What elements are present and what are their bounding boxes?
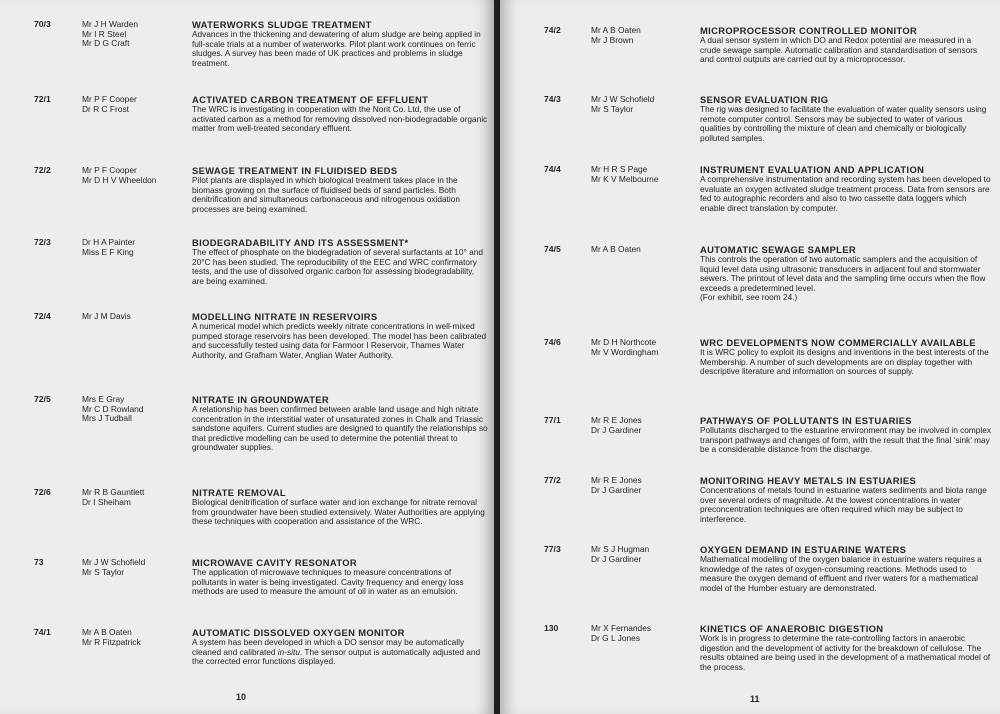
exhibit-authors [591,416,701,435]
author-name: Mr C D Rowland [82,403,144,414]
exhibit-content [192,488,488,527]
exhibit-content [700,338,992,377]
exhibit-content [192,558,488,597]
exhibit-authors [591,95,701,114]
page-number: 10 [236,692,247,702]
exhibit-content [192,166,488,214]
description-italic-text: in-situ [277,646,300,657]
author-name: Mr R E Jones [591,415,642,425]
exhibit-content [700,26,992,65]
author-name: Mr D H Northcote [591,337,657,347]
exhibit-code: 74/2 [544,25,561,35]
exhibit-authors [82,238,192,257]
exhibit-content [700,476,992,524]
exhibit-code: 74/5 [544,244,561,254]
exhibit-description: Biological denitrification of surface water and ion exchange for nitrate removal from groundwater have been studied extensively. Water Authorities are applying these techniques with cooperation and assistance of the WRC. [192,497,485,527]
exhibit-title: WATERWORKS SLUDGE TREATMENT [192,19,372,30]
exhibit-content [192,312,488,360]
exhibit-authors [82,628,192,647]
exhibit-title: MICROPROCESSOR CONTROLLED MONITOR [700,25,918,36]
exhibit-authors [82,395,192,424]
exhibit-description: Pollutants discharged to the estuarine environment may be involved in complex transport pathways and changes of form, with the result that the final ‘sink’ may be a considerable distance from the discharge. [700,425,992,455]
left-page [0,0,494,714]
exhibit-code: 74/6 [544,337,561,347]
exhibit-title: SENSOR EVALUATION RIG [700,94,829,105]
exhibit-title: BIODEGRADABILITY AND ITS ASSESSMENT* [192,237,409,248]
exhibit-description: Advances in the thickening and dewatering of alum sludge are being applied in full-scale trials at a number of waterworks. Pilot plant work continues on ferric sludges. A survey has been made of UK practices and problems in sludge treatment. [192,29,481,68]
exhibit-title: NITRATE REMOVAL [192,487,286,498]
exhibit-authors [591,545,701,564]
exhibit-content [192,395,488,453]
exhibit-content [192,95,488,134]
author-name: Dr J Gardiner [591,484,642,495]
exhibit-authors [591,26,701,45]
exhibit-description: The effect of phosphate on the biodegradation of several surfactants at 10° and 20°C has been studied. The reproducibility of the EEC and WRC confirmatory tests, and the use of dissolved organic carbon for assessing biodegradability, are being examined. [192,247,483,286]
author-name: Mr A B Oaten [82,627,132,637]
exhibit-description [192,638,488,667]
exhibit-code: 74/4 [544,164,561,174]
author-name: Dr J Gardiner [591,553,642,564]
exhibit-content [192,628,488,667]
exhibit-description: Pilot plants are displayed in which biological treatment takes place in the biomass growing on the surface of fluidised beds of sand particles. Both denitrification and simultaneous carbonaceous and nitrogenous oxidation processes are being examined. [192,175,460,214]
author-name: Mr J W Schofield [591,94,655,104]
exhibit-authors [591,165,701,184]
author-name: Mr S Taylor [82,566,125,577]
exhibit-code: 73 [34,557,44,567]
exhibit-description: A numerical model which predicts weekly nitrate concentrations in well-mixed pumped storage reservoirs has been developed. The model has been calibrated and successfully tested using data for Farmoor I Reservoir, Thames Water Authority, and Grafham Water, Anglian Water Authority. [192,321,487,360]
author-name: Mr R E Jones [591,475,642,485]
author-name: Mr R Fitzpatrick [82,636,141,647]
author-name: Mr X Fernandes [591,623,652,633]
description-text: A system has been developed in which a DO sensor may be automatically cleaned and calibrated [192,637,465,657]
exhibit-title: WRC DEVELOPMENTS NOW COMMERCIALLY AVAILABLE [700,337,976,348]
exhibit-title: AUTOMATIC DISSOLVED OXYGEN MONITOR [192,627,405,638]
exhibit-content [700,416,992,455]
exhibit-title: AUTOMATIC SEWAGE SAMPLER [700,244,856,255]
author-name: Mr D H V Wheeldon [82,174,157,185]
exhibit-description: Mathematical modelling of the oxygen balance in estuarine waters requires a knowledge of the rates of oxygen-consuming reactions. Methods used to measure the oxygen demand of effluent and river waters for a mathematical model of the Humber estuary are demonstrated. [700,554,982,593]
exhibit-content [700,245,992,303]
exhibit-authors [82,95,192,114]
author-name: Mr R B Gauntlett [82,487,145,497]
author-name: Dr J Gardiner [591,424,642,435]
exhibit-content [700,95,992,143]
exhibit-code: 74/3 [544,94,561,104]
exhibit-code: 72/5 [34,394,51,404]
author-name: Mr I R Steel [82,28,127,39]
exhibit-content [700,624,992,672]
exhibit-room-note: (For exhibit, see room 24.) [700,292,798,303]
author-name: Mr J M Davis [82,311,131,321]
exhibit-authors [591,245,701,255]
exhibit-title: MONITORING HEAVY METALS IN ESTUARIES [700,475,917,486]
exhibit-code: 77/3 [544,544,561,554]
exhibit-authors [82,558,192,577]
author-name: Mr P F Cooper [82,94,137,104]
page-number: 11 [750,694,760,704]
exhibit-description: Work is in progress to determine the rate-controlling factors in anaerobic digestion and the development of activity for the breakdown of cellulose. The results obtained are being used in the development of a mathematical model of the process. [700,633,991,672]
author-name: Mr K V Melbourne [591,173,659,184]
exhibit-title: INSTRUMENT EVALUATION AND APPLICATION [700,164,925,175]
author-name: Mr J H Warden [82,19,138,29]
exhibit-authors [591,624,701,643]
author-name: Mr J W Schofield [82,557,146,567]
exhibit-code: 72/6 [34,487,51,497]
exhibit-description: The rig was designed to facilitate the evaluation of water quality sensors using remote computer control. Sensors may be subjected to water of various qualities by controlling the mixture of clean and chemically or biologically polluted samples. [700,104,987,143]
exhibit-title: KINETICS OF ANAEROBIC DIGESTION [700,623,884,634]
exhibit-authors [82,20,192,49]
exhibit-code: 72/2 [34,165,51,175]
exhibit-authors [82,488,192,507]
exhibit-content [700,165,992,213]
author-name: Dr R C Frost [82,103,129,114]
exhibit-authors [82,166,192,185]
exhibit-description: This controls the operation of two automatic samplers and the acquisition of liquid level data using ultrasonic transducers in adjacent foul and stormwater sewers. The printout of level data and the sampling time occurs when the flow exceeds a predetermined level. [700,254,986,293]
exhibit-content [700,545,992,593]
exhibit-description: A comprehensive instrumentation and recording system has been developed to evaluate an oxygen activated sludge treatment process. Data from sensors are fed to autographic recorders and also to two cassette data loggers which enable direct translation by computer. [700,174,991,213]
exhibit-description: The application of microwave techniques to measure concentrations of pollutants in water is being investigated. Cavity frequency and energy loss methods are used to measure the amount of oil in water as an emulsion. [192,567,464,597]
author-name: Dr I Sheiham [82,496,131,507]
exhibit-description: A dual sensor system in which DO and Redox potential are measured in a crude sewage sample. Automatic calibration and standardisation of sensors and control outputs are carried out by a microprocessor. [700,35,978,65]
exhibit-title: PATHWAYS OF POLLUTANTS IN ESTUARIES [700,415,912,426]
exhibit-content [192,20,488,68]
exhibit-code: 130 [544,623,559,633]
exhibit-code: 77/1 [544,415,561,425]
exhibit-title: NITRATE IN GROUNDWATER [192,394,330,405]
author-name: Dr H A Painter [82,237,136,247]
author-name: Mr J Brown [591,34,634,45]
exhibit-title: SEWAGE TREATMENT IN FLUIDISED BEDS [192,165,398,176]
description-text: . The sensor output is automatically adjusted and the corrected error functions displayed. [192,646,481,667]
exhibit-description: It is WRC policy to exploit its designs and inventions in the best interests of the Membership. A number of such developments are on display together with descriptive literature and information on sources of supply. [700,347,989,377]
author-name: Miss E F King [82,246,134,257]
exhibit-code: 70/3 [34,19,51,29]
exhibit-authors [82,312,192,322]
author-name: Mr S J Hugman [591,544,650,554]
exhibit-description: The WRC is investigating in cooperation with the Norit Co. Ltd, the use of activated carbon as a method for removing dissolved non-biodegradable organic matter from well-treated secondary effluent. [192,104,488,134]
author-name: Mr V Wordingham [591,346,659,357]
exhibit-description: Concentrations of metals found in estuarine waters sediments and biota range over several orders of magnitude. At the lowest concentrations in water preconcentration techniques are often required which may be subject to interference. [700,485,987,524]
author-name: Mr H R S Page [591,164,648,174]
exhibit-content [192,238,488,286]
exhibit-authors [591,476,701,495]
exhibit-code: 72/3 [34,237,51,247]
author-name: Mr P F Cooper [82,165,137,175]
author-name: Mrs E Gray [82,394,125,404]
exhibit-code: 72/4 [34,311,51,321]
exhibit-code: 77/2 [544,475,561,485]
exhibit-title: ACTIVATED CARBON TREATMENT OF EFFLUENT [192,94,429,105]
right-page [500,0,1000,714]
author-name: Mrs J Tudball [82,413,132,424]
exhibit-title: MODELLING NITRATE IN RESERVOIRS [192,311,378,322]
exhibit-title: OXYGEN DEMAND IN ESTUARINE WATERS [700,544,907,555]
author-name: Mr A B Oaten [591,25,641,35]
author-name: Dr G L Jones [591,632,641,643]
author-name: Mr S Taylor [591,103,634,114]
exhibit-code: 74/1 [34,627,51,637]
author-name: Mr D G Craft [82,38,130,49]
exhibit-code: 72/1 [34,94,51,104]
exhibit-authors [591,338,701,357]
exhibit-title: MICROWAVE CAVITY RESONATOR [192,557,358,568]
author-name: Mr A B Oaten [591,244,641,254]
exhibit-description: A relationship has been confirmed between arable land usage and high nitrate concentration in the interstitial water of unsaturated zones in Chalk and Triassic sandstone aquifers. Current studies are designed to quantify the relationships so that predictive modelling can be used to determine the potential threat to groundwater supplies. [192,404,488,453]
